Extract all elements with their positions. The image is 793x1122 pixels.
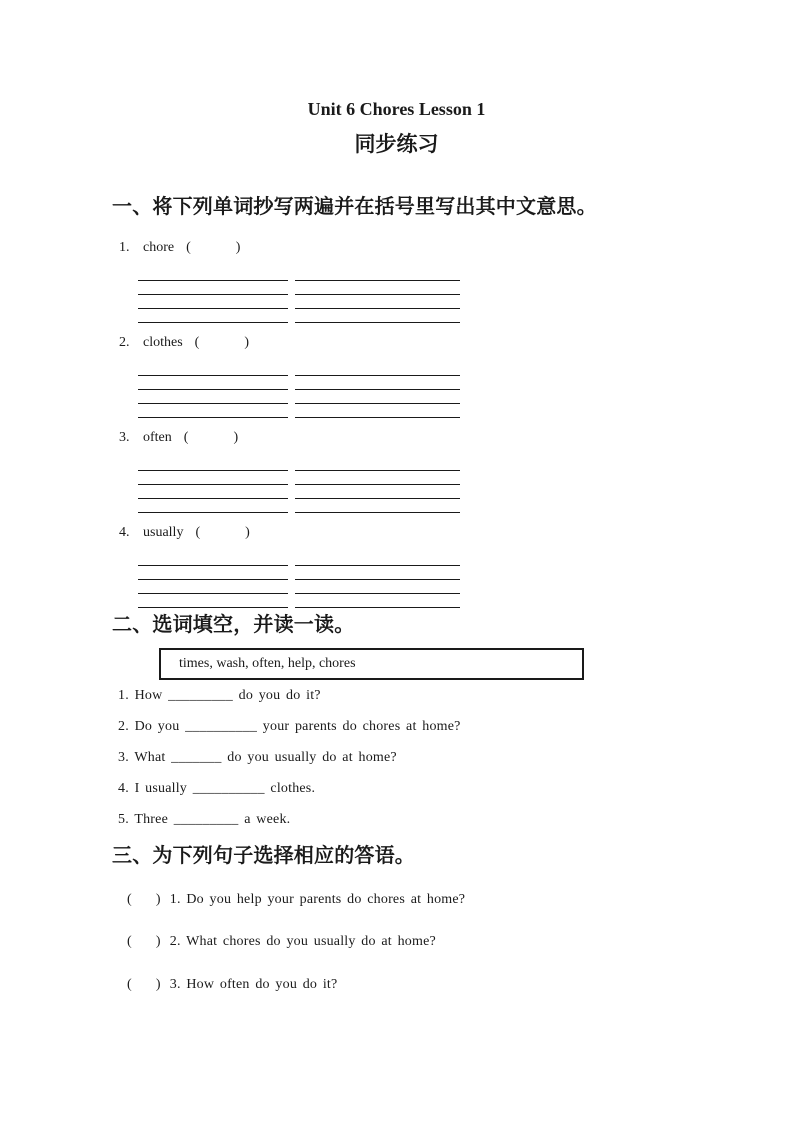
word-item-often	[119, 429, 589, 526]
item-word: clothes	[143, 335, 183, 350]
match-question-text: 2. What chores do you usually do at home?	[169, 934, 436, 949]
item-number: 2.	[119, 335, 130, 350]
writing-line	[138, 470, 288, 484]
paren-open: (	[194, 335, 200, 350]
writing-lines	[138, 470, 460, 526]
writing-line	[138, 375, 288, 389]
writing-lines-right	[295, 565, 460, 621]
fill-sentence: 4. I usually __________ clothes.	[118, 781, 316, 796]
page-subtitle: 同步练习	[354, 133, 439, 156]
writing-lines	[138, 375, 460, 431]
writing-line	[295, 565, 460, 579]
item-word: usually	[143, 525, 184, 540]
writing-line	[295, 294, 460, 308]
writing-line	[138, 389, 288, 403]
fill-sentence: 1. How _________ do you do it?	[118, 688, 321, 703]
writing-lines-left	[138, 280, 288, 336]
word-row	[119, 334, 589, 351]
match-question	[127, 933, 436, 950]
writing-lines-right	[295, 375, 460, 431]
writing-lines-right	[295, 280, 460, 336]
paren-close: )	[155, 977, 161, 992]
word-bank-words: times, wash, often, help, chores	[179, 656, 356, 671]
word-row	[119, 429, 589, 446]
paren-open: (	[195, 525, 201, 540]
writing-line	[295, 498, 460, 512]
section-two-heading: 二、选词填空，并读一读。	[112, 614, 355, 636]
word-bank-box	[159, 648, 584, 680]
paren-close: )	[244, 335, 249, 350]
item-word: often	[143, 430, 172, 445]
writing-lines	[138, 280, 460, 336]
writing-line	[138, 280, 288, 294]
writing-line	[295, 579, 460, 593]
writing-line	[138, 294, 288, 308]
paren-open: (	[183, 430, 189, 445]
word-item-usually	[119, 524, 589, 621]
writing-line	[295, 593, 460, 607]
writing-line	[295, 470, 460, 484]
writing-lines-left	[138, 470, 288, 526]
writing-lines-left	[138, 375, 288, 431]
writing-line	[138, 498, 288, 512]
fill-sentence: 3. What _______ do you usually do at home?	[118, 750, 397, 765]
writing-lines-right	[295, 470, 460, 526]
paren-open: (	[127, 977, 132, 992]
paren-close: )	[235, 240, 241, 255]
writing-lines	[138, 565, 460, 621]
paren-open: (	[127, 934, 132, 949]
paren-open: (	[127, 892, 132, 907]
writing-line	[295, 280, 460, 294]
writing-line	[138, 403, 288, 417]
match-question	[127, 891, 465, 908]
section-three-heading: 三、为下列句子选择相应的答语。	[112, 845, 415, 867]
writing-line	[138, 308, 288, 322]
paren-close: )	[233, 430, 239, 445]
writing-line	[138, 579, 288, 593]
item-number: 3.	[119, 430, 130, 445]
match-question-text: 3. How often do you do it?	[169, 977, 338, 992]
section-one-heading: 一、将下列单词抄写两遍并在括号里写出其中文意思。	[112, 196, 597, 218]
page-title: Unit 6 Chores Lesson 1	[307, 99, 486, 119]
word-item-clothes	[119, 334, 589, 431]
writing-line	[138, 565, 288, 579]
paren-close: )	[155, 892, 161, 907]
word-row	[119, 524, 589, 541]
writing-line	[138, 484, 288, 498]
paren-open: (	[186, 240, 191, 255]
match-question	[127, 976, 337, 993]
item-number: 4.	[119, 525, 130, 540]
fill-sentence: 5. Three _________ a week.	[118, 812, 291, 827]
match-question-text: 1. Do you help your parents do chores at home?	[169, 892, 466, 907]
word-row	[119, 239, 589, 256]
item-number: 1.	[119, 240, 130, 255]
writing-line	[295, 308, 460, 322]
writing-line	[138, 593, 288, 607]
writing-lines-left	[138, 565, 288, 621]
writing-line	[295, 484, 460, 498]
paren-close: )	[245, 525, 250, 540]
paren-close: )	[155, 934, 161, 949]
item-word: chore	[143, 240, 175, 255]
fill-sentence: 2. Do you __________ your parents do chores at home?	[118, 719, 461, 734]
writing-line	[295, 389, 460, 403]
writing-line	[295, 403, 460, 417]
word-item-chore	[119, 239, 589, 336]
writing-line	[295, 375, 460, 389]
